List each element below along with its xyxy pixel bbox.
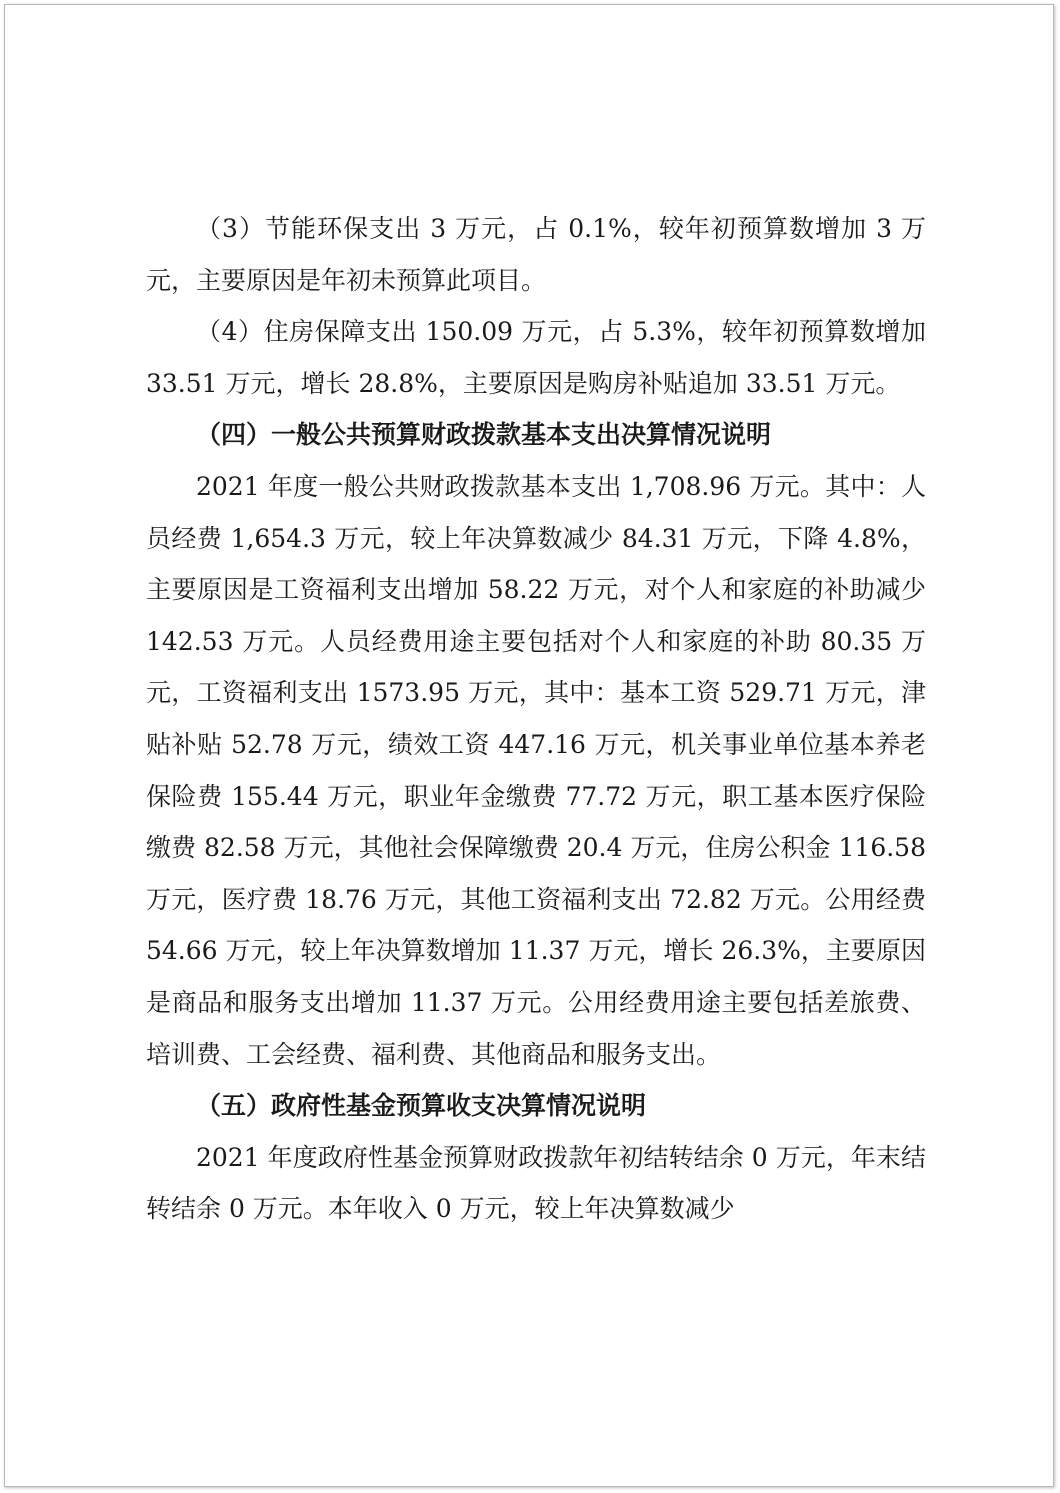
paragraph-government-fund-details: 2021 年度政府性基金预算财政拨款年初结转结余 0 万元，年末结转结余 0 万元。本年收入 0 万元，较上年决算数减少 [146,1142,926,1224]
document-body [146,203,926,1235]
section-heading-basic-expenditure: （四）一般公共预算财政拨款基本支出决算情况说明 [196,420,772,450]
document-page [4,4,1054,1487]
section-heading-government-fund: （五）政府性基金预算收支决算情况说明 [196,1091,647,1121]
paragraph-housing-security-expenditure: （4）住房保障支出 150.09 万元，占 5.3%，较年初预算数增加 33.51 万元，增长 28.8%，主要原因是购房补贴追加 33.51 万元。 [146,317,926,398]
paragraph-basic-expenditure-details: 2021 年度一般公共财政拨款基本支出 1,708.96 万元。其中：人员经费 1,654.3 万元，较上年决算数减少 84.31 万元，下降 4.8%，主要原因是工资福利支出增加 58.22 万元，对个人和家庭的补助减少 142.53 万元。人员经费用途主要包括对个人和家庭的补助 80.35 万元，工资福利支出 1573.95 万元，其中：基本工资 529.71 万元，津贴补贴 52.78 万元，绩效工资 447.16 万元，机关事业单位基本养老保险费 155.44 万元，职业年金缴费 77.72 万元，职工基本医疗保险缴费 82.58 万元，其他社会保障缴费 20.4 万元，住房公积金 116.58 万元，医疗费 18.76 万元，其他工资福利支出 72.82 万元。公用经费 54.66 万元，较上年决算数增加 11.37 万元，增长 26.3%，主要原因是商品和服务支出增加 11.37 万元。公用经费用途主要包括差旅费、培训费、工会经费、福利费、其他商品和服务支出。 [146,471,926,1069]
paragraph-energy-saving-expenditure: （3）节能环保支出 3 万元，占 0.1%，较年初预算数增加 3 万元，主要原因是年初未预算此项目。 [146,214,926,295]
